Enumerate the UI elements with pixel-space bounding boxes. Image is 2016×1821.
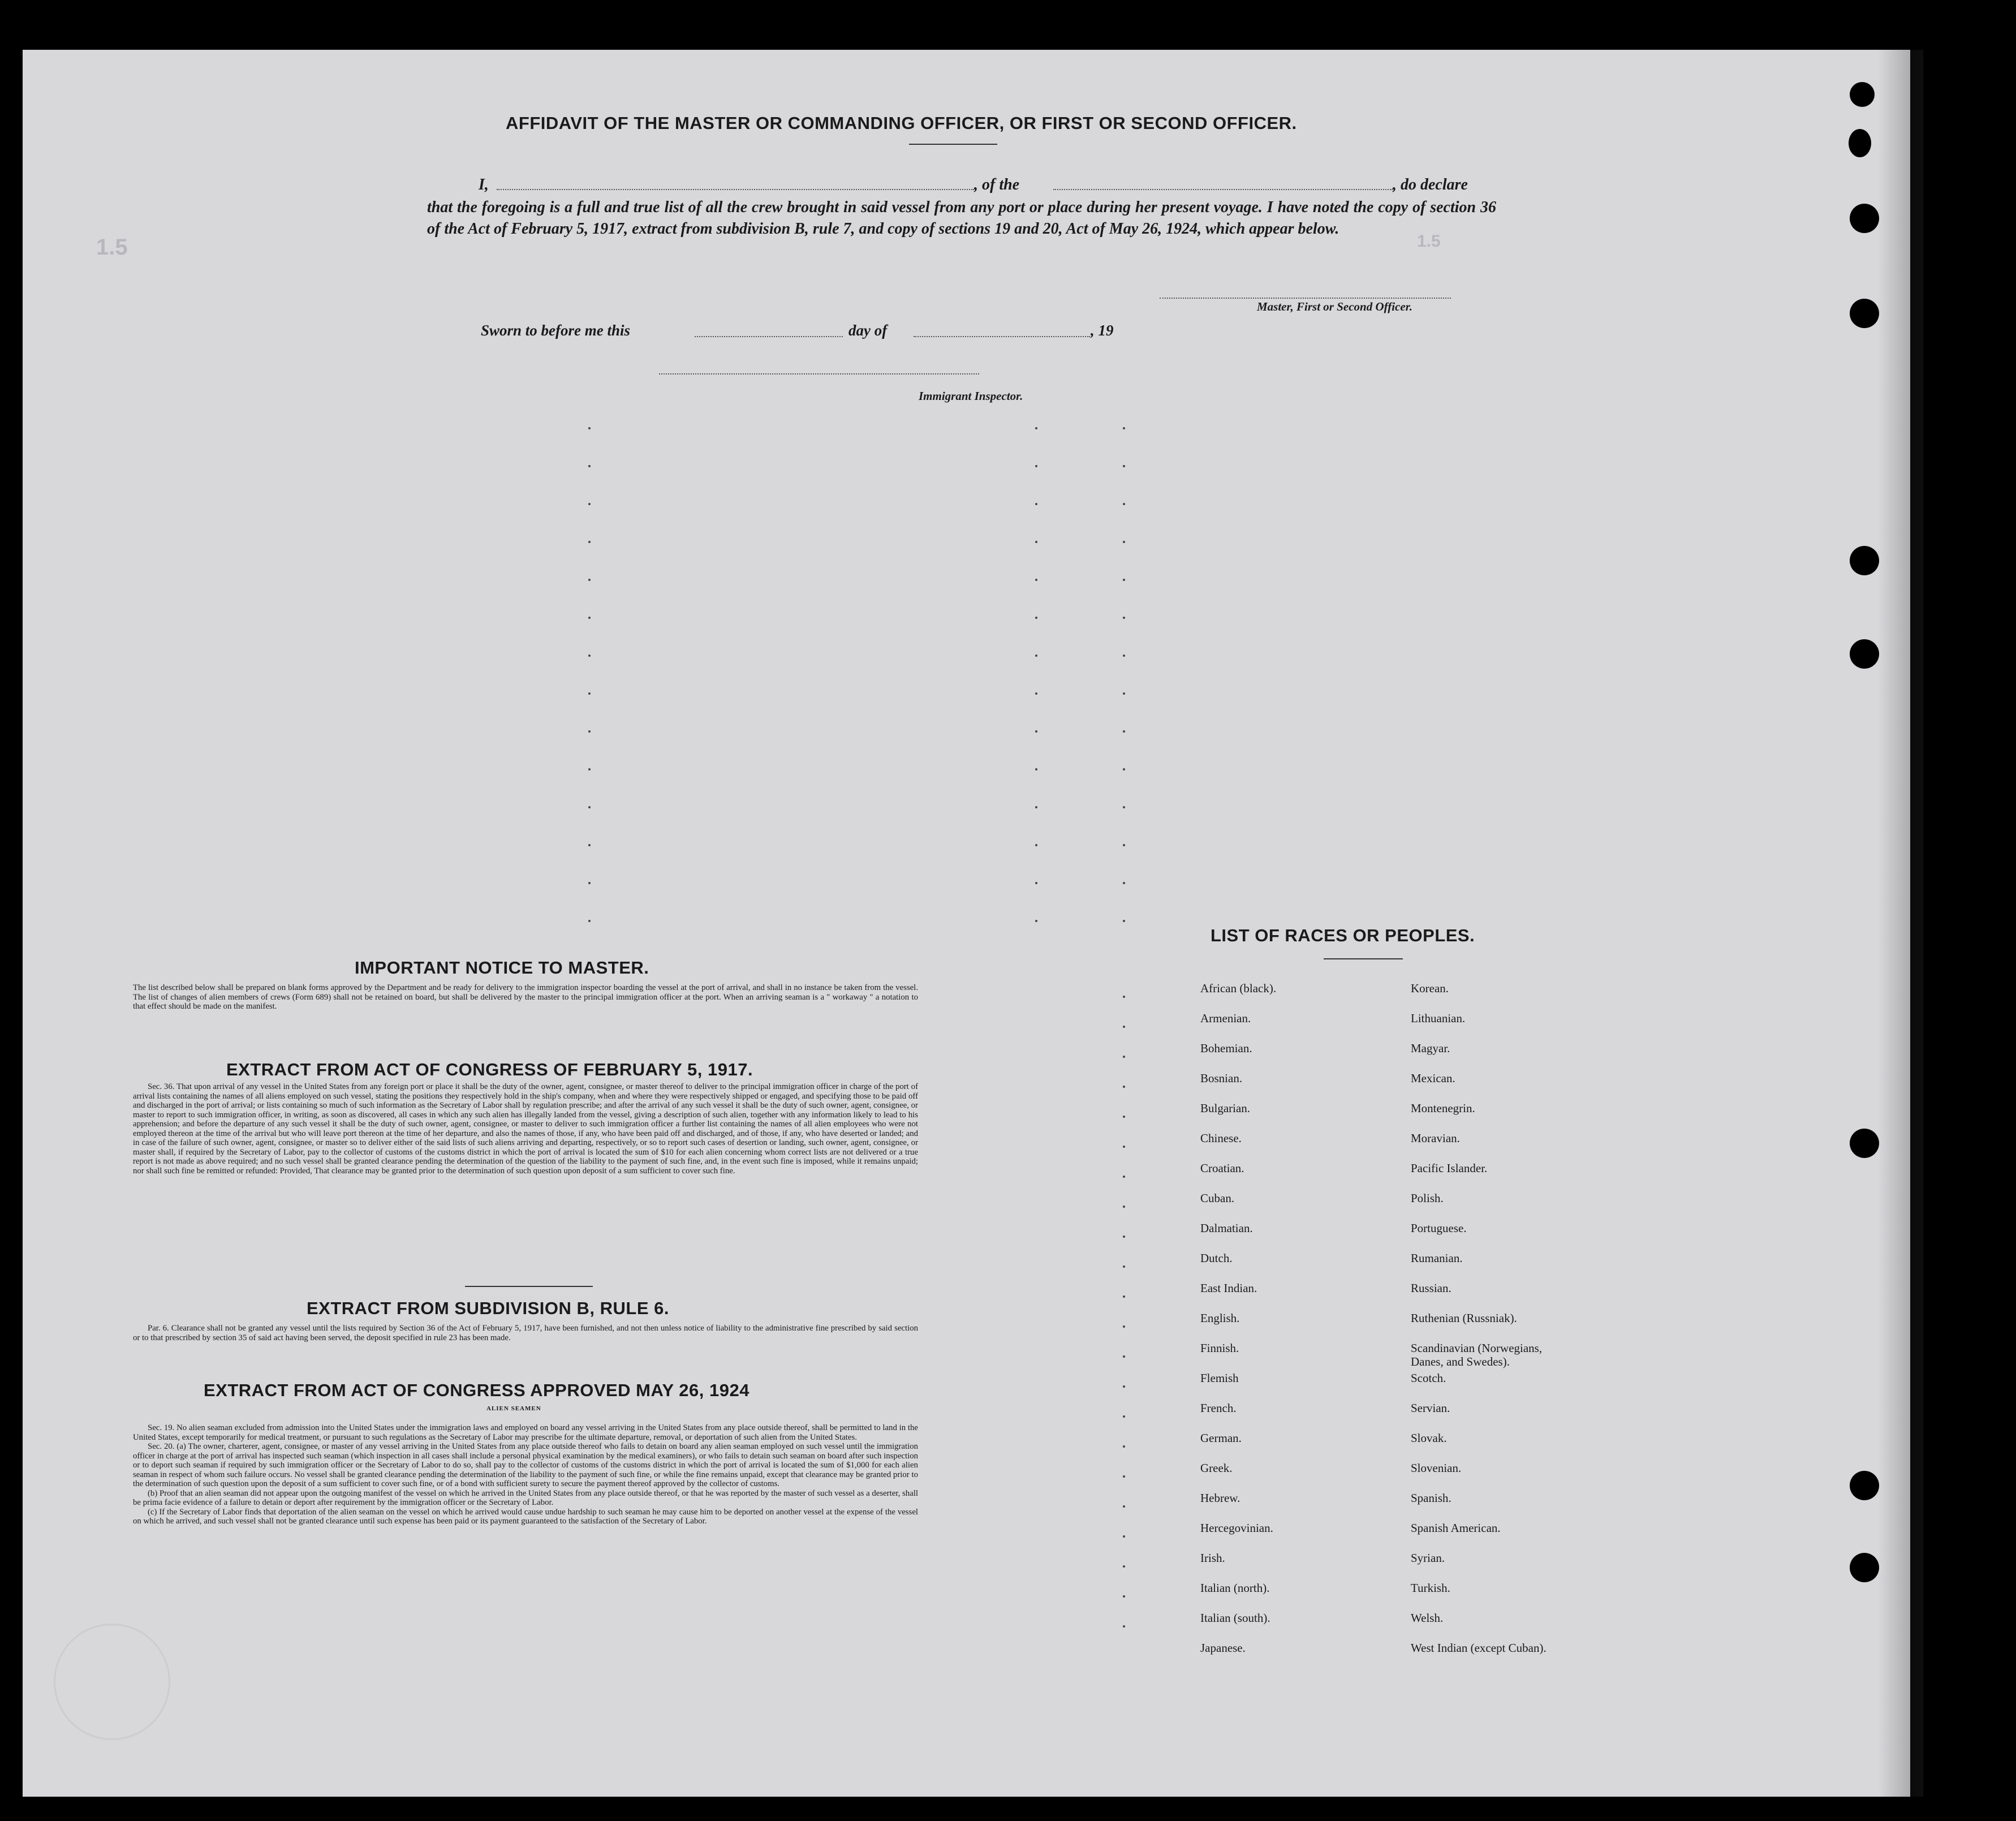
column-dot (588, 806, 591, 808)
race-item: Italian (north). (1200, 1581, 1270, 1595)
year-label: , 19 (1091, 322, 1114, 339)
column-dot (1123, 541, 1125, 543)
extract-1924-title: EXTRACT FROM ACT OF CONGRESS APPROVED MAY 26, 1924 (204, 1380, 749, 1400)
column-dot (1123, 503, 1125, 505)
column-dot (1123, 1086, 1125, 1088)
column-dot (1035, 465, 1037, 467)
column-dot (588, 844, 591, 846)
race-item: Croatian. (1200, 1161, 1244, 1175)
column-dot (1035, 427, 1037, 429)
column-dot (588, 465, 591, 467)
race-item: Mexican. (1411, 1071, 1455, 1085)
column-dot (1035, 655, 1037, 657)
races-rule (1324, 958, 1403, 959)
column-dot (1035, 503, 1037, 505)
race-item: Scandinavian (Norwegians, Danes, and Swedes). (1411, 1341, 1543, 1368)
column-dot (1123, 1565, 1125, 1568)
race-item: Greek. (1200, 1461, 1233, 1475)
extract-1924-body (133, 1423, 918, 1526)
column-dot (1123, 1505, 1125, 1508)
column-dot (588, 882, 591, 884)
column-dot (1123, 1235, 1125, 1238)
column-dot (1035, 692, 1037, 695)
race-item: Polish. (1411, 1191, 1444, 1205)
extract-1917-body: Sec. 36. That upon arrival of any vessel in the United States from any foreign port or place it shall be the duty of the owner, agent, consignee, or master thereof to deliver to the principal immigration officer in charge of the port of arrival lists containing the names of all aliens employed on such vessel, stating the positions they respectively hold in the ship's company, when and where they were respectively shipped or engaged, and specifying those to be paid off and discharged in the port of arrival; or lists containing so much of such information as the Secretary of Labor shall by regulation prescribe; and after the arrival of any such vessel it shall be the duty of such owner, agent, consignee, or master to report to such immigration officer, in writing, as soon as discovered, all cases in which any such alien has illegally landed from the vessel, giving a description of such alien, together with any information likely to lead to his apprehension; and before the departure of any such vessel it shall be the duty of such owner, agent, consignee, or master to deliver to such immigration officer a further list containing the names of all alien employees who were not employed thereon at the time of the arrival but who will leave port thereon at the time of her departure, and also the names of those, if any, who have been paid off and discharged, and of those, if any, who have deserted or landed; and in case of the failure of such owner, agent, consignee, or master so to deliver either of the said lists of such aliens arriving and departing, respectively, or so to report such cases of desertion or landing, such owner, agent, consignee, or master shall, if required by the Secretary of Labor, pay to the collector of customs of the customs district in which the port of arrival is located the sum of $10 for each alien concerning whom correct lists are not delivered or a true report is not made as above required; and no such vessel shall be granted clearance pending the determination of the question of the liability to the payment of such fine, and, in the event such fine is imposed, while it remains unpaid; nor shall such fine be remitted or refunded: Provided, That clearance may be granted prior to the determination of such question upon deposit of a sum sufficient to cover such fine. (133, 1082, 918, 1176)
column-dot (1123, 1146, 1125, 1148)
column-dot (1123, 1445, 1125, 1448)
race-item: Flemish (1200, 1371, 1239, 1385)
column-dot (588, 579, 591, 581)
race-item: Irish. (1200, 1551, 1225, 1565)
race-item: Welsh. (1411, 1611, 1444, 1625)
signature-field[interactable] (1160, 298, 1451, 299)
binder-hole (1850, 639, 1879, 669)
race-item: Spanish American. (1411, 1521, 1501, 1535)
column-dot (588, 503, 591, 505)
column-dot (1123, 806, 1125, 808)
race-item: Bohemian. (1200, 1041, 1252, 1055)
column-dot (1123, 617, 1125, 619)
column-dot (1123, 1265, 1125, 1268)
race-item: East Indian. (1200, 1281, 1257, 1295)
race-item: German. (1200, 1431, 1242, 1445)
race-item: English. (1200, 1311, 1240, 1325)
race-item: Ruthenian (Russniak). (1411, 1311, 1517, 1325)
column-dot (588, 541, 591, 543)
race-item: Rumanian. (1411, 1251, 1463, 1265)
inspector-caption: Immigrant Inspector. (919, 389, 1023, 403)
column-dot (1123, 1056, 1125, 1058)
affidavit-body: that the foregoing is a full and true list of all the crew brought in said vessel from any port or place during her present voyage. I have noted the copy of section 36 of the Act of February 5, 1917, extract from subdivision B, rule 7, and copy of sections 19 and 20, Act of May 26, 1924, which appear below. (427, 199, 1496, 238)
affidavit-i-label: I, (479, 176, 489, 193)
race-item: Bosnian. (1200, 1071, 1243, 1085)
bleed-through-mark: 1.5 (96, 235, 128, 260)
sec-20b-paragraph: (b) Proof that an alien seaman did not appear upon the outgoing manifest of the vessel on which he arrived in the United States from any place outside thereof, or that he was reported by the master of such vessel as a deserter, shall be prima facie evidence of a failure to detain or deport after requirement by the immigration officer or the Secretary of Labor. (133, 1488, 918, 1507)
race-item: West Indian (except Cuban). (1411, 1641, 1547, 1655)
sworn-day-field[interactable] (695, 336, 843, 337)
vessel-field[interactable] (1053, 189, 1393, 190)
column-dot (1035, 844, 1037, 846)
race-item: Moravian. (1411, 1131, 1460, 1145)
extract-rule6-title: EXTRACT FROM SUBDIVISION B, RULE 6. (307, 1298, 669, 1318)
column-dot (1123, 1475, 1125, 1478)
column-dot (1123, 920, 1125, 922)
column-dot (1123, 1206, 1125, 1208)
race-item: Finnish. (1200, 1341, 1239, 1355)
column-dot (588, 768, 591, 770)
column-dot (1123, 882, 1125, 884)
column-dot (1035, 617, 1037, 619)
title-rule (909, 144, 997, 145)
notice-body: The list described below shall be prepared on blank forms approved by the Department and be ready for delivery to the immigration inspector boarding the vessel at the port of arrival, and shall in no instance be taken from the vessel. The list of changes of alien members of crews (Form 689) shall not be retained on board, but shall be delivered by the master to the principal immigration officer at the port. When an arriving seaman is a " workaway " a notation to that effect should be made on the manifest. (133, 983, 918, 1011)
sec-19-paragraph: Sec. 19. No alien seaman excluded from admission into the United States under the immigration laws and employed on board any vessel arriving in the United States from any place outside thereof, shall be permitted to land in the United States, except temporarily for medical treatment, or pursuant to such regulations as the Secretary of Labor may prescribe for the ultimate departure, removal, or deportation of such alien from the United States. (133, 1423, 918, 1442)
column-dot (1123, 1325, 1125, 1328)
embossed-seal (54, 1624, 170, 1740)
race-item: Italian (south). (1200, 1611, 1270, 1625)
sworn-label: Sworn to before me this (481, 322, 631, 339)
race-item: Portuguese. (1411, 1221, 1467, 1235)
column-dot (1123, 730, 1125, 733)
race-item: Magyar. (1411, 1041, 1450, 1055)
affidavit-title: AFFIDAVIT OF THE MASTER OR COMMANDING OFFICER, OR FIRST OR SECOND OFFICER. (506, 113, 1297, 133)
race-item: Armenian. (1200, 1011, 1251, 1025)
race-item: French. (1200, 1401, 1237, 1415)
race-item: Chinese. (1200, 1131, 1242, 1145)
race-item: Japanese. (1200, 1641, 1246, 1655)
column-dot (1035, 882, 1037, 884)
sec-20a-paragraph: Sec. 20. (a) The owner, charterer, agent, consignee, or master of any vessel arriving in the United States from any place outside thereof who fails to detain on board any alien seaman employed on such vessel until the immigration officer in charge at the port of arrival has inspected such seaman (which inspection in all cases shall include a personal physical examination by the medical examiners), or who fails to detain such seaman on board after such inspection or to deport such seaman if required by such immigration officer or the Secretary of Labor to do so, shall pay to the collector of customs of the customs district in which the port of arrival is located the sum of $1,000 for each alien seaman in respect of whom such failure occurs. No vessel shall be granted clearance pending the determination of the liability to the payment of such fine, or while the fine remains unpaid, except that clearance may be granted prior to the determination of such question upon the deposit of a sum sufficient to cover such fine, or of a bond with sufficient surety to secure the payment thereof approved by the collector of customs. (133, 1442, 918, 1488)
column-dot (1123, 427, 1125, 429)
column-dot (1123, 1595, 1125, 1598)
extract-1924-subtitle: ALIEN SEAMEN (486, 1405, 541, 1412)
race-item: African (black). (1200, 981, 1277, 995)
column-dot (1123, 692, 1125, 695)
binder-hole (1850, 204, 1879, 233)
race-item: Lithuanian. (1411, 1011, 1466, 1025)
column-dot (1123, 655, 1125, 657)
binder-hole (1850, 1129, 1879, 1158)
notice-title: IMPORTANT NOTICE TO MASTER. (355, 958, 649, 978)
column-dot (1123, 1176, 1125, 1178)
inspector-signature-field[interactable] (659, 373, 979, 374)
sworn-month-field[interactable] (914, 336, 1090, 337)
binder-hole (1850, 1471, 1879, 1500)
column-dot (1123, 844, 1125, 846)
race-item: Bulgarian. (1200, 1101, 1251, 1115)
bleed-through-mark: 1.5 (1417, 232, 1441, 251)
day-of-label: day of (848, 322, 888, 339)
extract-1917-title: EXTRACT FROM ACT OF CONGRESS OF FEBRUARY 5, 1917. (226, 1060, 753, 1079)
race-item: Montenegrin. (1411, 1101, 1475, 1115)
section-rule (465, 1286, 593, 1287)
column-dot (588, 617, 591, 619)
race-item: Hebrew. (1200, 1491, 1240, 1505)
column-dot (588, 730, 591, 733)
column-dot (1035, 730, 1037, 733)
extract-rule6-body: Par. 6. Clearance shall not be granted any vessel until the lists required by Section 36 of the Act of February 5, 1917, have been furnished, and not then unless notice of liability to the administrative fine prescribed by said section or to that prescribed by section 35 of said act having been served, the deposit specified in rule 23 has been made. (133, 1324, 918, 1342)
column-dot (1123, 1535, 1125, 1538)
signature-caption: Master, First or Second Officer. (1257, 300, 1412, 313)
column-dot (1123, 1355, 1125, 1358)
column-dot (1123, 1625, 1125, 1628)
page-edge-shadow (1878, 50, 1923, 1797)
race-item: Cuban. (1200, 1191, 1235, 1205)
race-item: Hercegovinian. (1200, 1521, 1273, 1535)
column-dot (588, 655, 591, 657)
races-right-column (1411, 981, 1547, 1671)
column-dot (1123, 465, 1125, 467)
binder-hole (1849, 129, 1871, 157)
column-dot (588, 692, 591, 695)
binder-hole (1850, 299, 1879, 328)
name-field[interactable] (497, 189, 974, 190)
column-dot (1123, 1415, 1125, 1418)
race-item: Dalmatian. (1200, 1221, 1253, 1235)
binder-hole (1850, 546, 1879, 575)
column-dot (1035, 806, 1037, 808)
race-item: Pacific Islander. (1411, 1161, 1488, 1175)
race-item: Russian. (1411, 1281, 1451, 1295)
race-item: Servian. (1411, 1401, 1450, 1415)
column-dot (1123, 579, 1125, 581)
race-item: Korean. (1411, 981, 1449, 995)
column-dot (1035, 920, 1037, 922)
column-dot (1123, 1295, 1125, 1298)
race-item: Dutch. (1200, 1251, 1233, 1265)
race-item: Spanish. (1411, 1491, 1451, 1505)
races-title: LIST OF RACES OR PEOPLES. (1211, 925, 1475, 945)
race-item: Slovenian. (1411, 1461, 1462, 1475)
races-left-column (1200, 981, 1276, 1671)
document-page (23, 50, 1910, 1797)
column-dot (1035, 768, 1037, 770)
binder-hole (1850, 82, 1875, 107)
do-declare-label: , do declare (1393, 176, 1468, 193)
race-item: Syrian. (1411, 1551, 1445, 1565)
column-dot (588, 920, 591, 922)
binder-hole (1850, 1553, 1879, 1582)
race-item: Slovak. (1411, 1431, 1447, 1445)
column-dot (1123, 1026, 1125, 1028)
column-dot (1123, 1116, 1125, 1118)
race-item: Turkish. (1411, 1581, 1450, 1595)
column-dot (588, 427, 591, 429)
column-dot (1035, 541, 1037, 543)
column-dot (1123, 768, 1125, 770)
of-the-label: , of the (974, 176, 1020, 193)
column-dot (1123, 1385, 1125, 1388)
column-dot (1123, 996, 1125, 998)
race-item: Scotch. (1411, 1371, 1446, 1385)
column-dot (1035, 579, 1037, 581)
sec-20c-paragraph: (c) If the Secretary of Labor finds that deportation of the alien seaman on the vessel on which he arrived would cause undue hardship to such seaman he may cause him to be deported on another vessel at the expense of the vessel on which he arrived, and such vessel shall not be granted clearance until such expense has been paid or its payment guaranteed to the satisfaction of the Secretary of Labor. (133, 1507, 918, 1526)
